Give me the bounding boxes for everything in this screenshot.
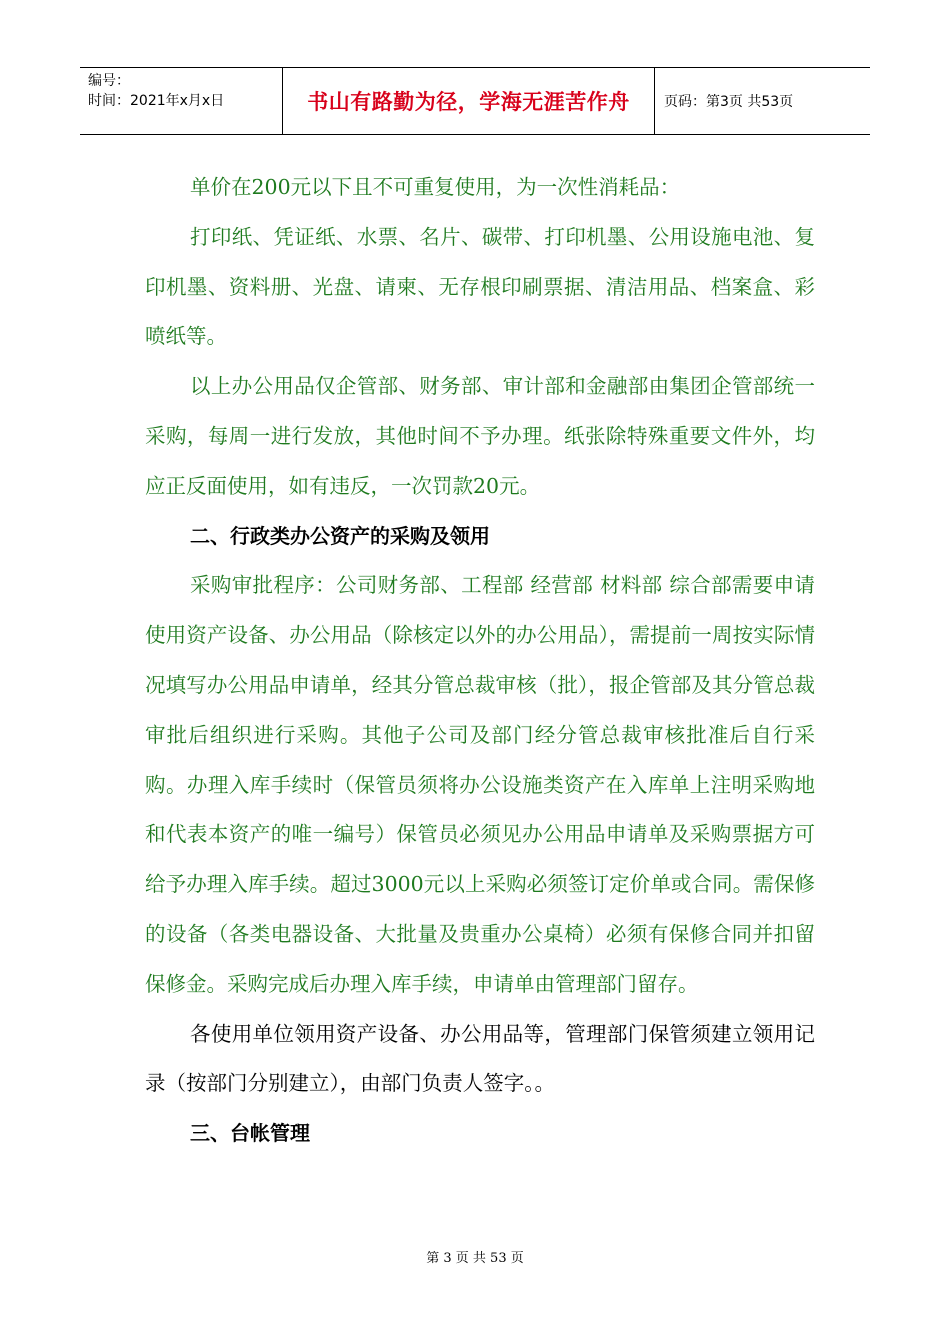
header-page-info: 页码：第3页 共53页 [664,94,794,110]
header-page-info-cell [655,68,870,134]
paragraph-procurement-rule: 以上办公用品仅企管部、财务部、审计部和金融部由集团企管部统一采购，每周一进行发放，其他时间不予办理。纸张除特殊重要文件外，均应正反面使用，如有违反，一次罚款20元。 [145,374,815,498]
section-heading-2: 二、行政类办公资产的采购及领用 [190,523,490,548]
paragraph-consumables-definition: 单价在200元以下且不可重复使用，为一次性消耗品： [190,175,681,199]
document-date: 时间：2021年x月x日 [88,93,225,109]
document-body [145,163,815,1159]
header-meta [80,68,283,134]
paragraph-usage-record: 各使用单位领用资产设备、办公用品等，管理部门保管须建立领用记录（按部门分别建立），由部门负责人签字。。 [145,1021,815,1096]
section-heading-3: 三、台帐管理 [190,1121,310,1146]
document-number-label: 编号： [88,73,130,89]
paragraph-approval-procedure: 采购审批程序：公司财务部、工程部 经营部 材料部 综合部需要申请使用资产设备、办公用品（除核定以外的办公用品），需提前一周按实际情况填写办公用品申请单，经其分管总裁审核（批），报企管部及其分管总裁审批后组织进行采购。其他子公司及部门经分管总裁审核批准后自行采购。办理入库手续时（保管员须将办公设施类资产在入库单上注明采购地和代表本资产的唯一编号）保管员必须见办公用品申请单及采购票据方可给予办理入库手续。超过3000元以上采购必须签订定价单或合同。需保修的设备（各类电器设备、大批量及贵重办公桌椅）必须有保修合同并扣留保修金。采购完成后办理入库手续，申请单由管理部门留存。 [145,573,815,996]
paragraph-consumables-list: 打印纸、凭证纸、水票、名片、碳带、打印机墨、公用设施电池、复印机墨、资料册、光盘、请柬、无存根印刷票据、清洁用品、档案盒、彩喷纸等。 [145,224,815,349]
header-motto: 书山有路勤为径，学海无涯苦作舟 [307,89,630,114]
page-footer: 第 3 页 共 53 页 [426,1251,524,1266]
header-motto-cell [283,68,655,134]
page-header [80,67,870,135]
